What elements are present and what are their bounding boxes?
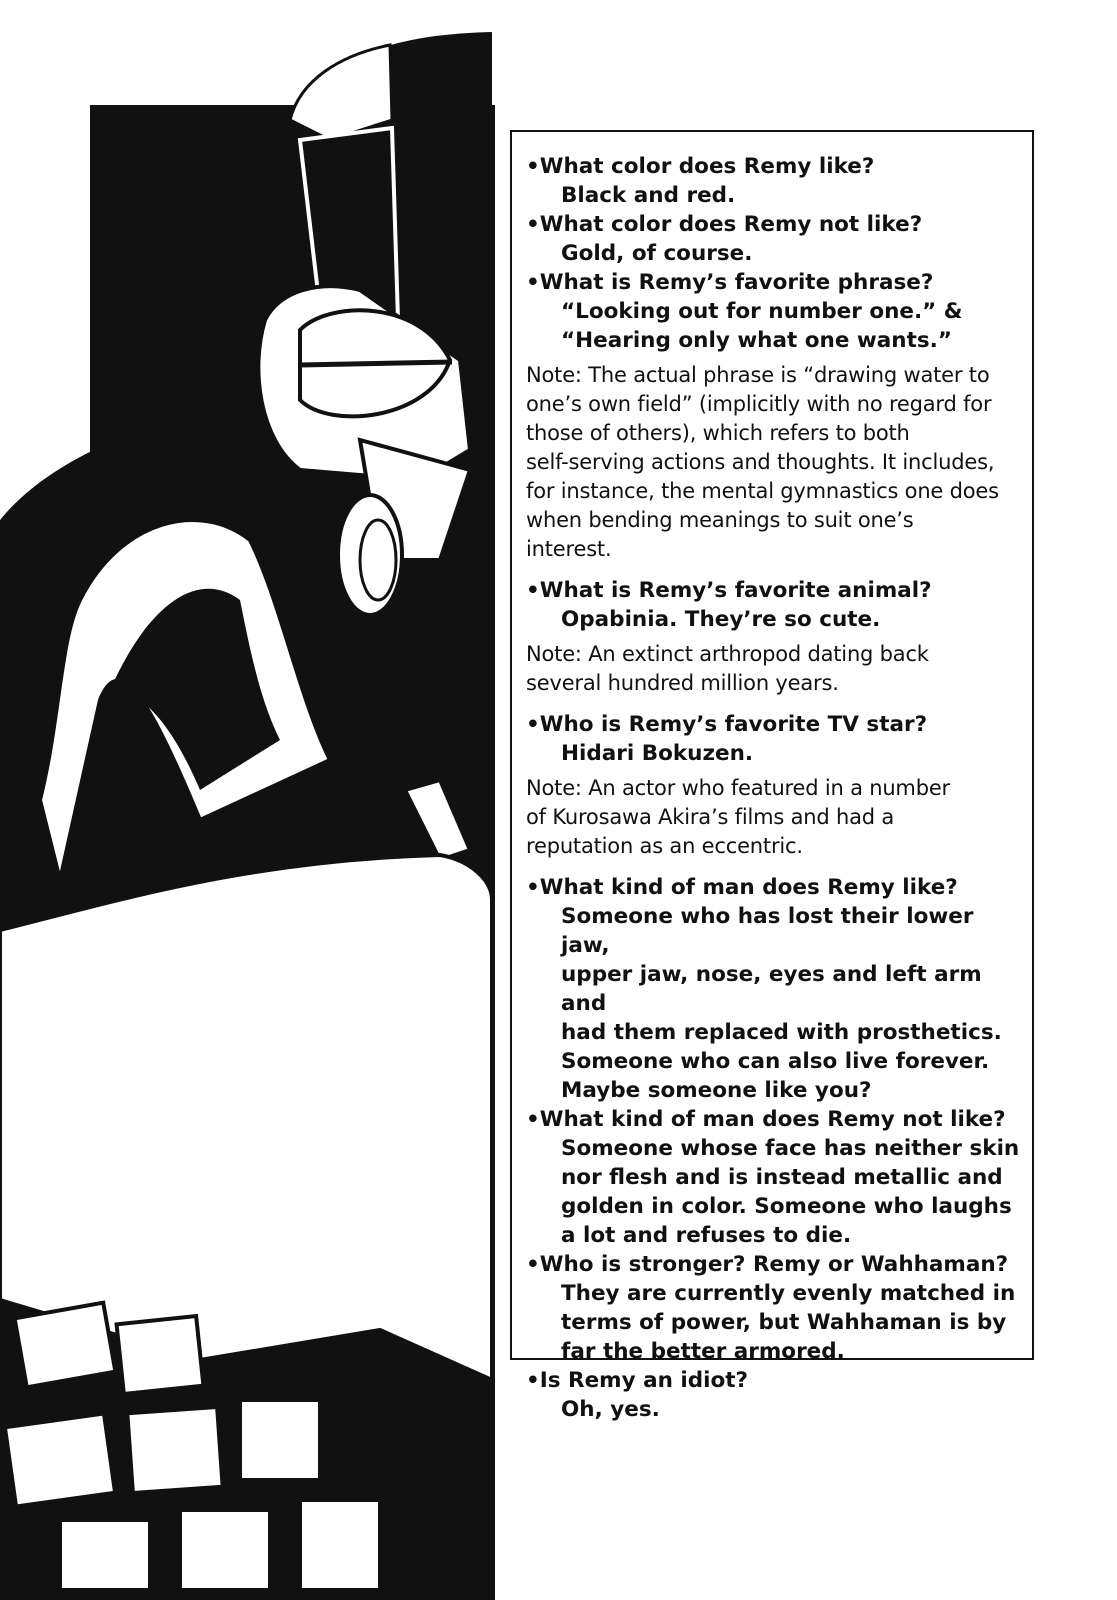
block bbox=[60, 1520, 150, 1590]
qa-entry bbox=[526, 1366, 1022, 1424]
answer: Someone who has lost their lower jaw, upper jaw, nose, eyes and left arm and had them replaced with prosthetics. Someone who can also live forever. Maybe someone like you? bbox=[561, 904, 1002, 1103]
block bbox=[180, 1510, 270, 1590]
question: •What color does Remy like? bbox=[526, 154, 875, 179]
question: •What is Remy’s favorite animal? bbox=[526, 578, 932, 603]
question: •What is Remy’s favorite phrase? bbox=[526, 270, 934, 295]
qa-entry bbox=[526, 1105, 1022, 1250]
answer: Gold, of course. bbox=[561, 241, 753, 266]
block bbox=[117, 1316, 204, 1394]
torso bbox=[0, 855, 492, 1380]
question: •Who is Remy’s favorite TV star? bbox=[526, 712, 928, 737]
block bbox=[300, 1500, 380, 1590]
answer: Black and red. bbox=[561, 183, 736, 208]
qa-panel bbox=[510, 130, 1034, 1422]
question: •Who is stronger? Remy or Wahhaman? bbox=[526, 1252, 1009, 1277]
answer: “Looking out for number one.” & “Hearing only what one wants.” bbox=[561, 299, 963, 353]
note: Note: The actual phrase is “drawing water to one’s own field” (implicitly with no regard for those of others), which refers to both self-serving actions and thoughts. It includes, for instance, the mental gymnastics one does when bending meanings to suit one’s interest. bbox=[526, 363, 999, 561]
answer: Oh, yes. bbox=[561, 1397, 660, 1422]
question: •What kind of man does Remy not like? bbox=[526, 1107, 1006, 1132]
question: •What kind of man does Remy like? bbox=[526, 875, 958, 900]
note: Note: An actor who featured in a number of Kurosawa Akira’s films and had a reputation as an eccentric. bbox=[526, 776, 950, 858]
question: •What color does Remy not like? bbox=[526, 212, 923, 237]
answer: Hidari Bokuzen. bbox=[561, 741, 754, 766]
helmet-highlight bbox=[290, 45, 392, 140]
qa-entry bbox=[526, 873, 1022, 1105]
qa-entry bbox=[526, 576, 1022, 698]
qa-entry bbox=[526, 1250, 1022, 1366]
block bbox=[5, 1413, 115, 1506]
qa-entry bbox=[526, 710, 1022, 861]
block bbox=[240, 1400, 320, 1480]
answer: They are currently evenly matched in terms of power, but Wahhaman is by far the better armored. bbox=[561, 1281, 1016, 1364]
qa-entry bbox=[526, 152, 1022, 210]
question: •Is Remy an idiot? bbox=[526, 1368, 749, 1393]
answer: Opabinia. They’re so cute. bbox=[561, 607, 881, 632]
note: Note: An extinct arthropod dating back several hundred million years. bbox=[526, 642, 929, 695]
qa-entry bbox=[526, 210, 1022, 268]
qa-entry bbox=[526, 268, 1022, 564]
block bbox=[127, 1407, 222, 1493]
block bbox=[15, 1303, 116, 1388]
answer: Someone whose face has neither skin nor flesh and is instead metallic and golden in color. Someone who laughs a lot and refuses to die. bbox=[561, 1136, 1020, 1248]
